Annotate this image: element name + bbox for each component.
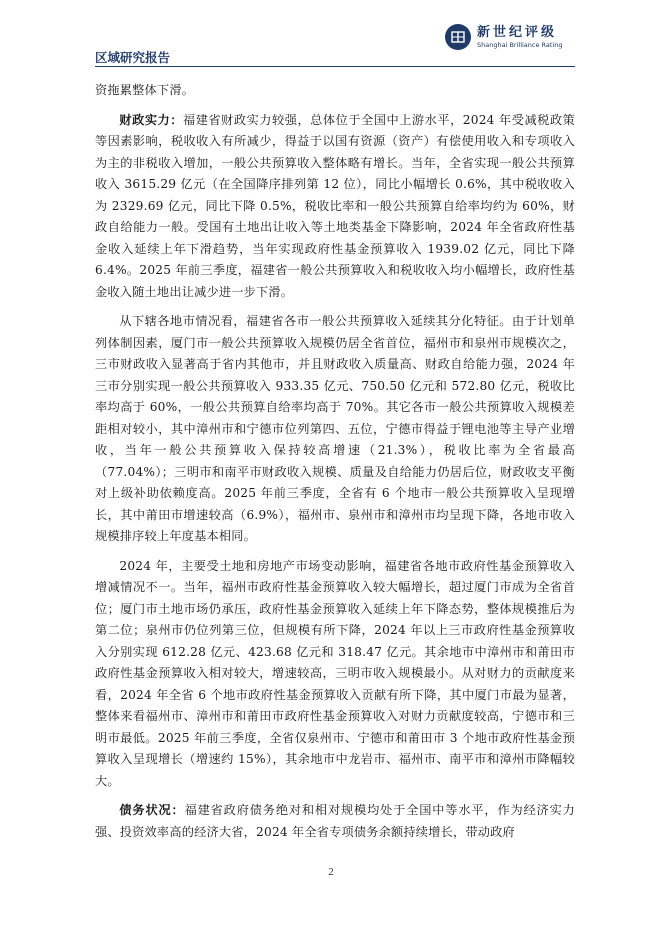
- logo-english-name: Shanghai Brilliance Rating: [477, 40, 563, 49]
- page-number: 2: [328, 866, 334, 878]
- fiscal-strength-text: 福建省财政实力较强，总体位于全国中上游水平，2024 年受减税政策等因素影响，税收收入有所减少，得益于以国有资源（资产）有偿使用收入和专项收入为主的非税收入增加，一般公共预算收入整体略有增长。当年，全省实现一般公共预算收入 3615.29 亿元（在全国降序排列第 12 位），同比小幅增长 0.6%，其中税收收入为 2329.69 亿元，同比下降 0.5%，税收比率和一般公共预算自给率均约为 60%，财政自给能力一般。受国有土地出让收入等土地类基金下降影响，2024 年全省政府性基金收入延续上年下滑趋势，当年实现政府性基金预算收入 1939.02 亿元，同比下降 6.4%。2025 年前三季度，福建省一般公共预算收入和税收收入均小幅增长，政府性基金收入随土地出让减少进一步下滑。: [95, 112, 575, 299]
- debt-status-text: 福建省政府债务绝对和相对规模均处于全国中等水平，作为经济实力强、投资效率高的经济大省，2024 年全省专项债务余额持续增长，带动政府: [95, 803, 576, 839]
- brilliance-emblem-icon: [445, 24, 471, 50]
- paragraph-continuation: 资拖累整体下滑。: [95, 83, 195, 97]
- document-body: [95, 80, 575, 851]
- paragraph-city-fund-budget: 2024 年，主要受土地和房地产市场变动影响，福建省各地市政府性基金预算收入增减情况不一。当年，福州市政府性基金预算收入较大幅增长，超过厦门市成为全省首位；厦门市土地市场仍承压，政府性基金预算收入延续上年下降态势，整体规模推后为第二位；泉州市仍位列第三位，但规模有所下降，2024 年以上三市政府性基金预算收入分别实现 612.28 亿元、423.68 亿元和 318.47 亿元。其余地市中漳州市和莆田市政府性基金预算收入相对较大，增速较高，三明市收入规模最小。从对财力的贡献度来看，2024 年全省 6 个地市政府性基金预算收入贡献有所下降，其中厦门市最为显著，整体来看福州市、漳州市和莆田市政府性基金预算收入对财力贡献度较高，宁德市和三明市最低。2025 年前三季度，全省仅泉州市、宁德市和莆田市 3 个地市政府性基金预算收入呈现增长（增速约 15%），其余地市中龙岩市、福州市、南平市和漳州市降幅较大。: [95, 558, 575, 788]
- page-header: [0, 0, 662, 66]
- debt-status-label: 债务状况：: [119, 803, 185, 817]
- paragraph-fiscal-strength: [95, 110, 575, 304]
- fiscal-strength-label: 财政实力：: [119, 112, 183, 127]
- header-divider: [95, 66, 575, 67]
- paragraph-city-general-budget: 从下辖各地市情况看，福建省各市一般公共预算收入延续其分化特征。由于计划单列体制因素，厦门市一般公共预算收入规模仍居全省首位，福州市和泉州市规模次之，三市财政收入显著高于省内其他市，并且财政收入质量高、财政自给能力强，2024 年三市分别实现一般公共预算收入 933.35 亿元、750.50 亿元和 572.80 亿元，税收比率均高于 60%，一般公共预算自给率均高于 70%。其它各市一般公共预算收入规模差距相对较小，其中漳州市和宁德市位列第四、五位，宁德市得益于锂电池等主导产业增收，当年一般公共预算收入保持较高增速（21.3%），税收比率为全省最高（77.04%）；三明市和南平市财政收入规模、质量及自给能力仍居后位，财政收支平衡对上级补助依赖度高。2025 年前三季度，全省有 6 个地市一般公共预算收入呈现增长，其中莆田市增速较高（6.9%），福州市、泉州市和漳州市均呈现下降，各地市收入规模排序较上年度基本相同。: [95, 314, 575, 543]
- logo-chinese-name: 新世纪评级: [477, 24, 558, 40]
- brand-logo: [445, 24, 563, 50]
- paragraph-debt-status: [95, 800, 575, 843]
- report-section-title: 区域研究报告: [95, 50, 171, 65]
